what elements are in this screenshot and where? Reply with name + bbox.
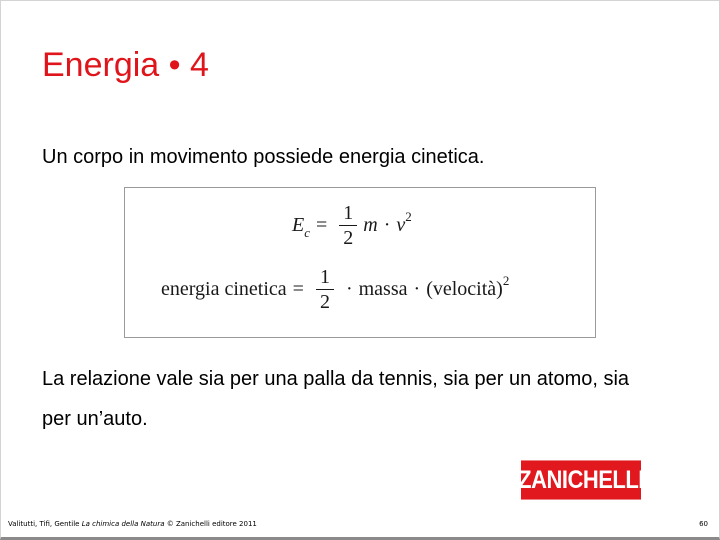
fraction-denominator: 2 (343, 227, 354, 249)
credit-authors: Valitutti, Tifi, Gentile (8, 520, 82, 528)
fraction-numerator: 1 (343, 202, 354, 224)
multiply-dot: · (383, 214, 391, 236)
equals-sign: = (292, 278, 304, 300)
mass-symbol: m (363, 214, 378, 236)
energy-words: energia cinetica (161, 278, 287, 300)
velocity-exponent: 2 (502, 272, 510, 288)
multiply-dot: · (345, 278, 353, 300)
one-half-fraction (339, 202, 357, 249)
fraction-bar (339, 225, 357, 226)
kinetic-energy-formula (124, 187, 596, 338)
credit-publisher: © Zanichelli editore 2011 (164, 520, 257, 528)
slide-title: Energia • 4 (42, 46, 209, 84)
verbal-formula (161, 266, 509, 313)
fraction-numerator: 1 (319, 266, 330, 288)
velocity-exponent: 2 (405, 208, 412, 224)
fraction-denominator: 2 (319, 291, 330, 313)
zanichelli-logo: ZANICHELLI (521, 460, 641, 499)
energy-symbol: E (292, 214, 305, 236)
intro-text: Un corpo in movimento possiede energia cinetica. (42, 146, 485, 168)
energy-subscript: c (304, 224, 310, 240)
multiply-dot: · (413, 278, 421, 300)
footer-credit (8, 519, 257, 529)
mass-word: massa (358, 278, 408, 300)
body-text: La relazione vale sia per una palla da tennis, sia per un atomo, sia per un’auto. (42, 368, 630, 430)
equals-sign: = (316, 214, 328, 236)
page-number: 60 (699, 520, 708, 528)
velocity-symbol: v (396, 214, 406, 236)
symbolic-formula (292, 202, 412, 249)
one-half-fraction (316, 266, 334, 313)
fraction-bar (316, 289, 334, 290)
credit-book-title: La chimica della Natura (81, 520, 165, 528)
velocity-word: (velocità) (426, 278, 503, 300)
